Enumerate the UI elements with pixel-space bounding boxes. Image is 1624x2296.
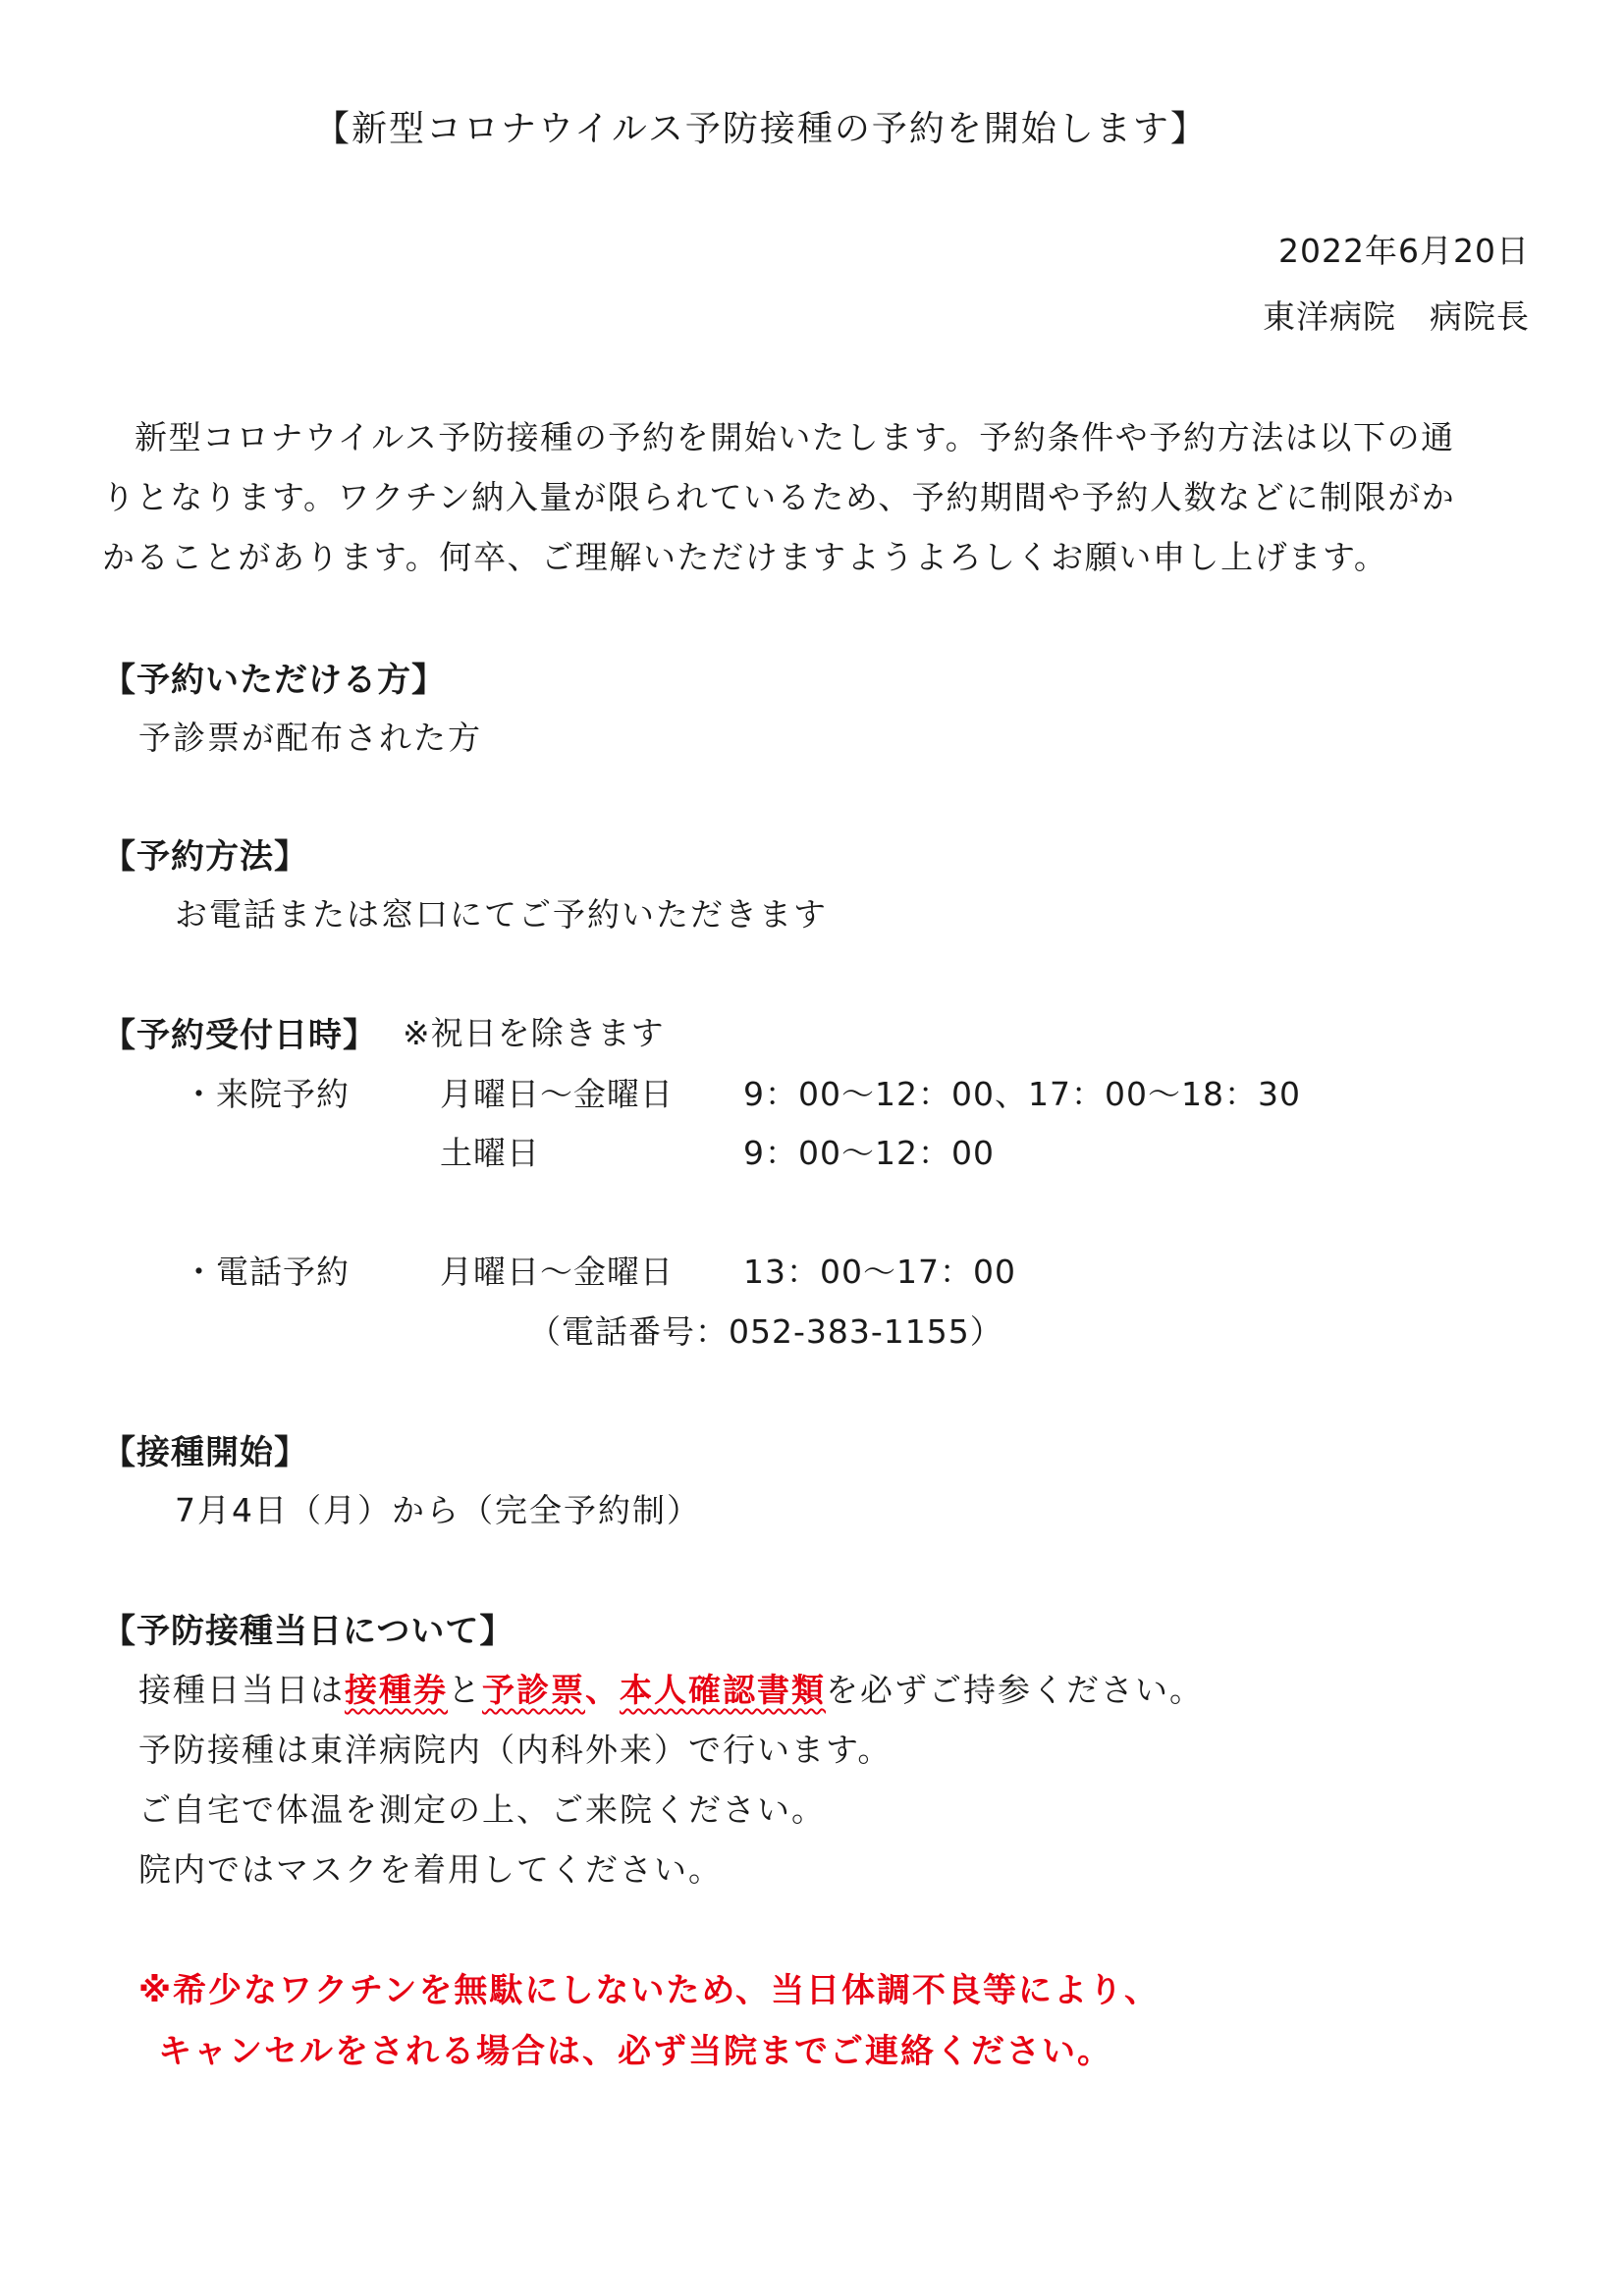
eligible-heading: 【予約いただける方】 [102,661,446,700]
intro-line: 新型コロナウイルス予防接種の予約を開始いたします。予約条件や予約方法は以下の通 [135,418,1455,456]
mask-line: 院内ではマスクを着用してください。 [138,1850,723,1889]
phone-time: 13：00～17：00 [743,1253,1016,1291]
issue-date: 2022年6月20日 [1278,232,1530,270]
method-heading: 【予約方法】 [102,837,308,877]
ticket-emphasis: 接種券 [345,1671,448,1709]
visit-label: ・来院予約 [183,1075,350,1113]
visit-saturday-days: 土曜日 [440,1134,540,1172]
warning-line-2: キャンセルをされる場合は、必ず当院までご連絡ください。 [158,2032,1112,2071]
intro-paragraph [102,407,1536,587]
phone-number: （電話番号：052-383-1155） [528,1312,1003,1351]
temperature-line: ご自宅で体温を測定の上、ご来院ください。 [138,1790,826,1829]
method-text: お電話または窓口にてご予約いただきます [175,895,828,934]
location-line: 予防接種は東洋病院内（内科外来）で行います。 [138,1731,893,1769]
visit-weekday-days: 月曜日～金曜日 [440,1075,674,1113]
document-title: 【新型コロナウイルス予防接種の予約を開始します】 [314,109,1208,149]
questionnaire-emphasis: 予診票 [482,1671,585,1709]
warning-line-1: ※希少なワクチンを無駄にしないため、当日体調不良等により、 [138,1971,1160,2010]
holiday-note: ※祝日を除きます [403,1014,665,1052]
hours-heading: 【予約受付日時】 [102,1016,377,1055]
start-heading: 【接種開始】 [102,1433,308,1472]
phone-label: ・電話予約 [183,1253,350,1291]
dayof-heading: 【予防接種当日について】 [102,1612,514,1651]
intro-line: かることがあります。何卒、ご理解いただけますようよろしくお願い申し上げます。 [102,538,1388,576]
phone-days: 月曜日～金曜日 [440,1253,674,1291]
author-line: 東洋病院 病院長 [1263,297,1530,336]
eligible-text: 予診票が配布された方 [138,719,482,757]
intro-line: りとなります。ワクチン納入量が限られているため、予約期間や予約人数などに制限がか [102,478,1456,516]
id-document-emphasis: 本人確認書類 [620,1671,826,1709]
visit-weekday-time: 9：00～12：00、17：00～18：30 [743,1075,1301,1113]
bring-items-line: 接種日当日は接種券と予診票、本人確認書類を必ずご持参ください。 [138,1671,1204,1709]
start-text: 7月4日（月）から（完全予約制） [175,1491,701,1529]
visit-saturday-time: 9：00～12：00 [743,1134,995,1172]
